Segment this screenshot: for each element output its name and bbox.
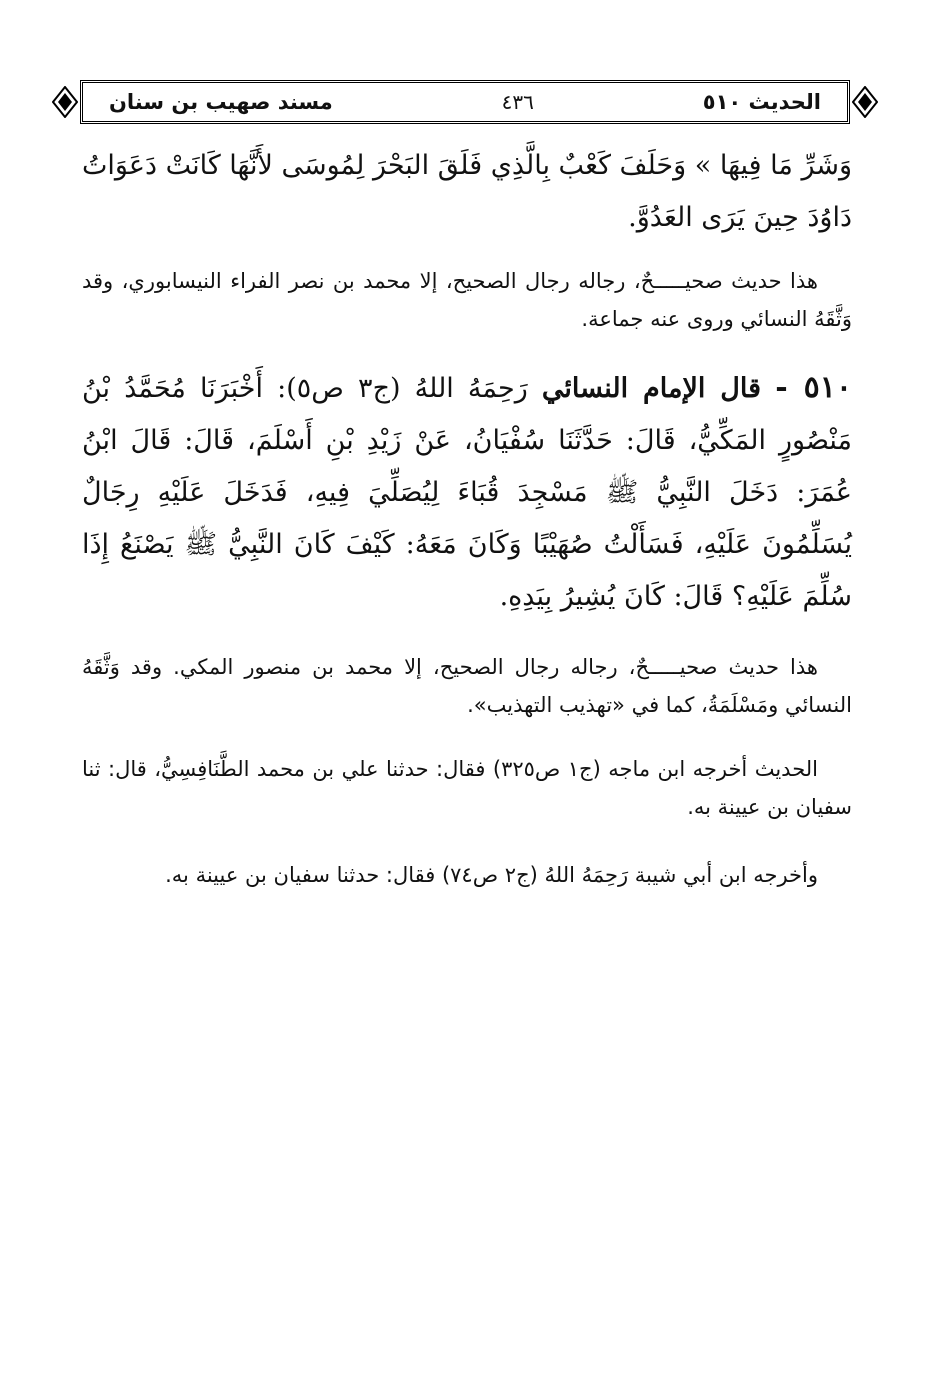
hadith-label: الحديث ٥١٠: [702, 90, 821, 114]
takhrij-note: الحديث أخرجه ابن ماجه (ج١ ص٣٢٥) فقال: حدثنا علي بن محمد الطَّنَافِسِيُّ، قال: ثنا سفيان بن عيينة به.: [82, 757, 852, 819]
page-header: [80, 80, 850, 124]
diamond-ornament-icon: [52, 86, 78, 118]
hadith-text-continuation: وَشَرِّ مَا فِيهَا » وَحَلَفَ كَعْبٌ بِالَّذِي فَلَقَ البَحْرَ لِمُوسَى لأَنَّهَا كَانَتْ دَعَوَاتُ دَاوُدَ حِينَ يَرَى العَدُوَّ.: [82, 150, 852, 233]
hadith-number: ٥١٠ -: [775, 370, 852, 405]
hadith-intro: قال الإمام النسائي: [541, 373, 762, 404]
hadith-entry: [82, 362, 852, 623]
takhrij-note: وأخرجه ابن أبي شيبة رَحِمَهُ اللهُ (ج٢ ص٧٤) فقال: حدثنا سفيان بن عيينة به.: [165, 863, 818, 887]
page-number: ٤٣٦: [501, 90, 534, 114]
grading-note: هذا حديث صحيـــــحٌ، رجاله رجال الصحيح، إلا محمد بن منصور المكي. وقد وَثَّقَهُ النسائي ومَسْلَمَةُ، كما في «تهذيب التهذيب».: [82, 655, 852, 717]
diamond-ornament-icon: [852, 86, 878, 118]
grading-note: هذا حديث صحيـــــحٌ، رجاله رجال الصحيح، إلا محمد بن نصر الفراء النيسابوري، وقد وَثَّقَهُ النسائي وروى عنه جماعة.: [82, 269, 852, 331]
hadith-body: رَحِمَهُ اللهُ (ج٣ ص٥): أَخْبَرَنَا مُحَمَّدُ بْنُ مَنْصُورٍ المَكِّيُّ، قَالَ: حَدَّثَنَا سُفْيَانُ، عَنْ زَيْدِ بْنِ أَسْلَمَ، قَالَ: قَالَ ابْنُ عُمَرَ: دَخَلَ النَّبِيُّ ﷺ مَسْجِدَ قُبَاءَ لِيُصَلِّيَ فِيهِ، فَدَخَلَ عَلَيْهِ رِجَالٌ يُسَلِّمُونَ عَلَيْهِ، فَسَأَلْتُ صُهَيْبًا وَكَانَ مَعَهُ: كَيْفَ كَانَ النَّبِيُّ ﷺ يَصْنَعُ إِذَا سُلِّمَ عَلَيْهِ؟ قَالَ: كَانَ يُشِيرُ بِيَدِهِ.: [82, 373, 852, 612]
book-title: مسند صهيب بن سنان: [109, 90, 333, 114]
